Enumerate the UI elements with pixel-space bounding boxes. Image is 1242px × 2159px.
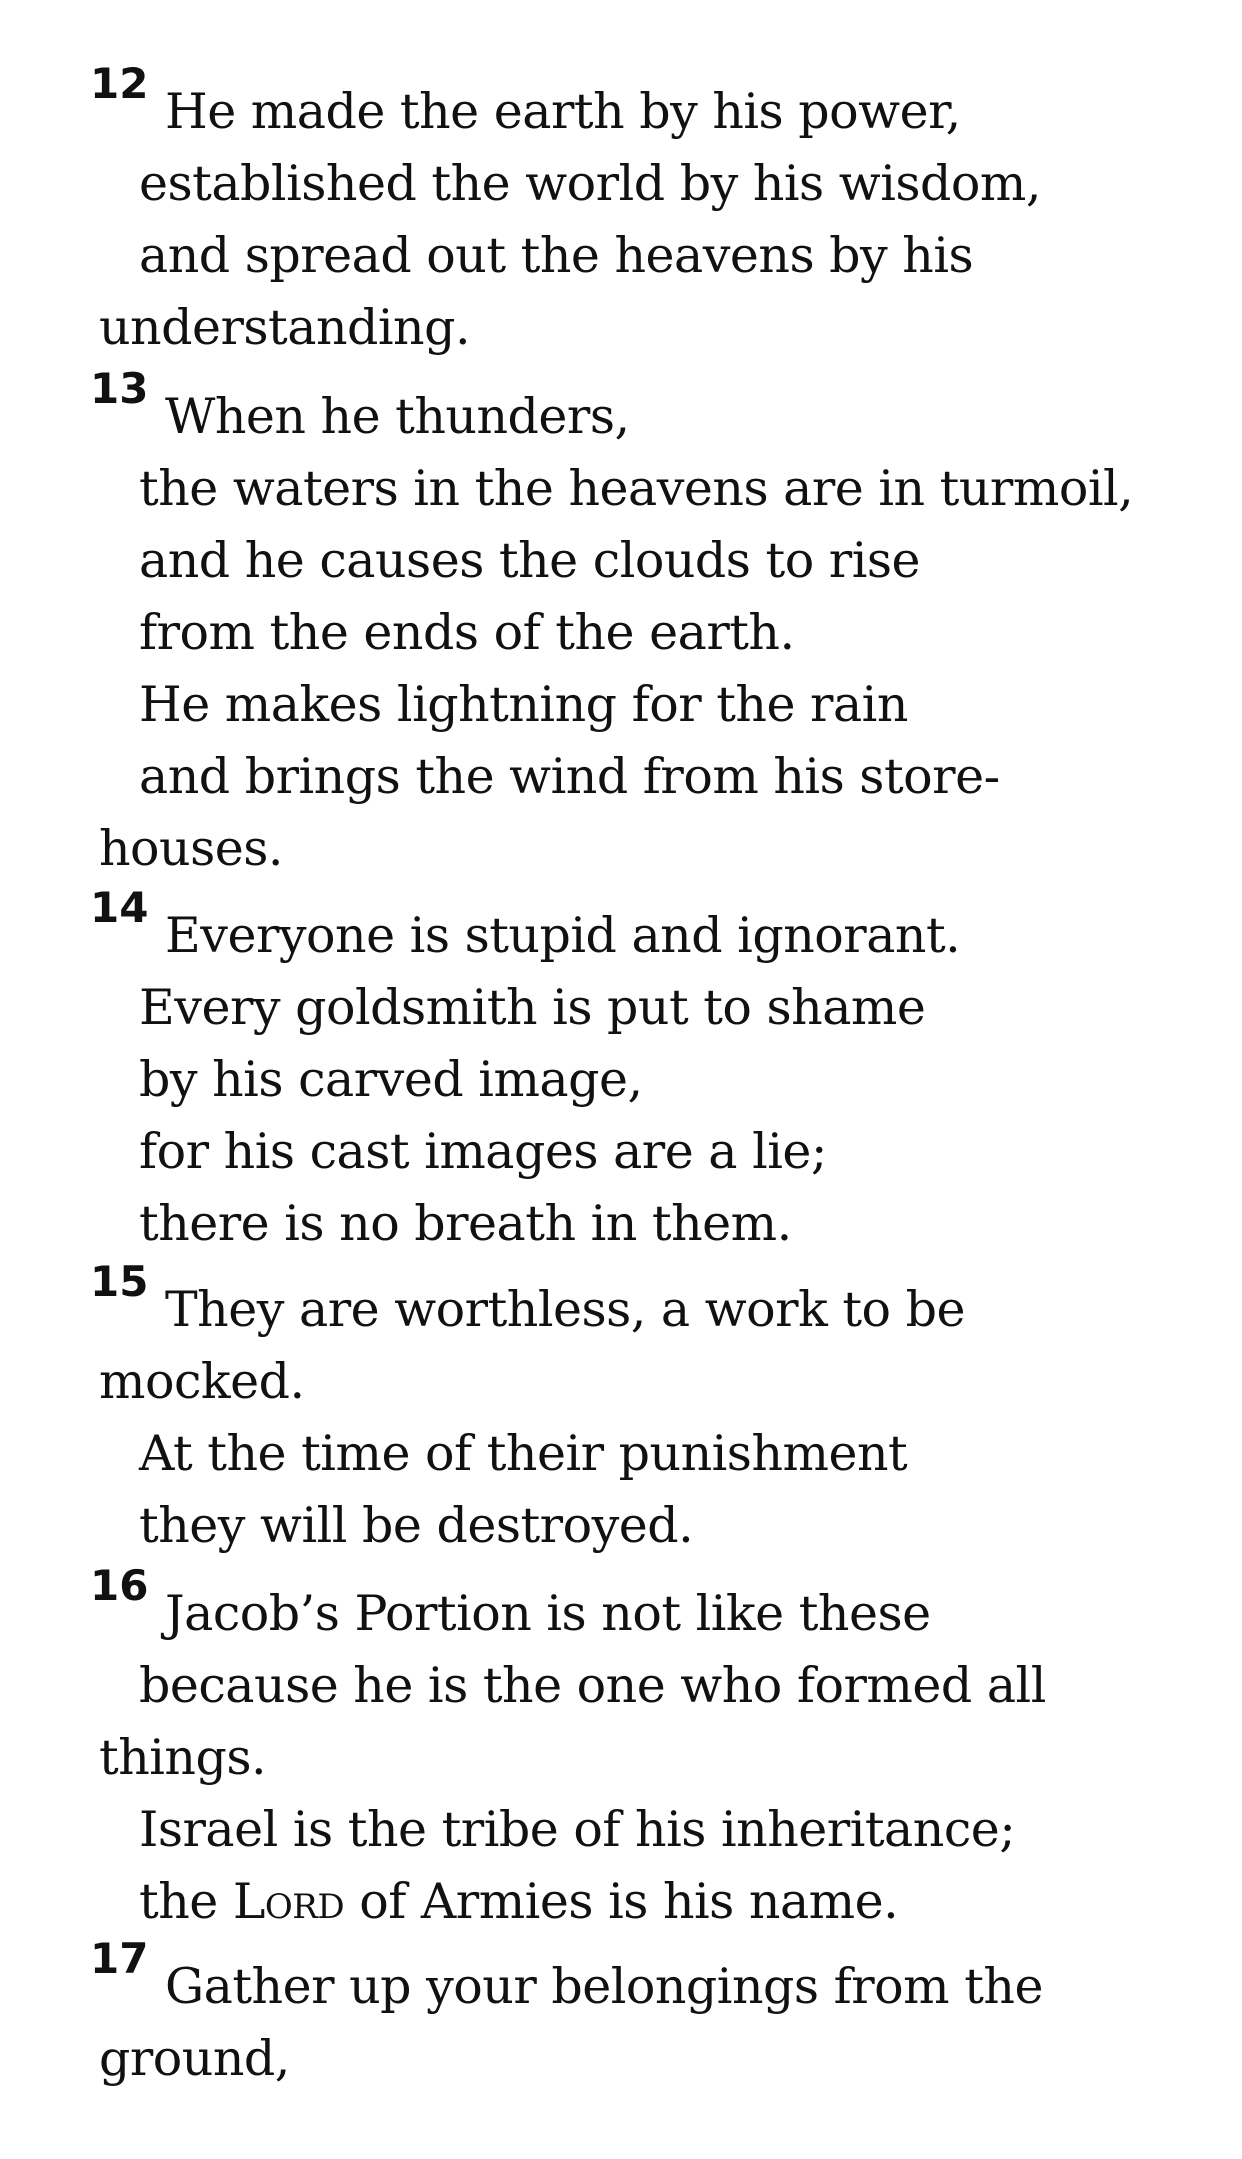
verse-line: and he causes the clouds to rise — [139, 532, 921, 589]
verse-line: from the ends of the earth. — [139, 604, 795, 661]
verse-number: 12 — [90, 59, 149, 108]
verse-line: Everyone is stupid and ignorant. — [165, 907, 961, 964]
verse-line: Jacob’s Portion is not like these — [165, 1585, 931, 1642]
verse-line: things. — [99, 1729, 267, 1786]
verse-text: of Armies is his name. — [359, 1873, 899, 1930]
verse-line: Gather up your belongings from the — [165, 1958, 1043, 2015]
verse-line: He made the earth by his power, — [165, 83, 961, 140]
verse-line: Every goldsmith is put to shame — [139, 979, 926, 1036]
verse-line: Israel is the tribe of his inheritance; — [139, 1801, 1016, 1858]
verse-line: there is no breath in them. — [139, 1195, 792, 1252]
verse-line: and spread out the heavens by his — [139, 227, 974, 284]
divine-name: Lord — [232, 1873, 345, 1930]
verse-text: the — [139, 1873, 218, 1930]
verse-line: houses. — [99, 820, 283, 877]
verse-number: 17 — [90, 1934, 149, 1983]
verse-line: mocked. — [99, 1353, 305, 1410]
verse-line: ground, — [99, 2030, 290, 2087]
verse-number: 15 — [90, 1257, 149, 1306]
verse-line: They are worthless, a work to be — [165, 1281, 965, 1338]
verse-line: the waters in the heavens are in turmoil, — [139, 460, 1134, 517]
verse-line: they will be destroyed. — [139, 1497, 694, 1554]
verse-line: understanding. — [99, 299, 471, 356]
verse-number: 14 — [90, 883, 149, 932]
verse-number: 13 — [90, 364, 149, 413]
verse-line: by his carved image, — [139, 1051, 643, 1108]
verse-line: because he is the one who formed all — [139, 1657, 1046, 1714]
verse-line: At the time of their punishment — [139, 1425, 908, 1482]
verse-line: He makes lightning for the rain — [139, 676, 908, 733]
verse-line: and brings the wind from his store- — [139, 748, 1000, 805]
verse-line: established the world by his wisdom, — [139, 155, 1041, 212]
verse-line: for his cast images are a lie; — [139, 1123, 827, 1180]
verse-line: When he thunders, — [165, 388, 630, 445]
verse-number: 16 — [90, 1561, 149, 1610]
verse-line — [139, 1872, 898, 1932]
